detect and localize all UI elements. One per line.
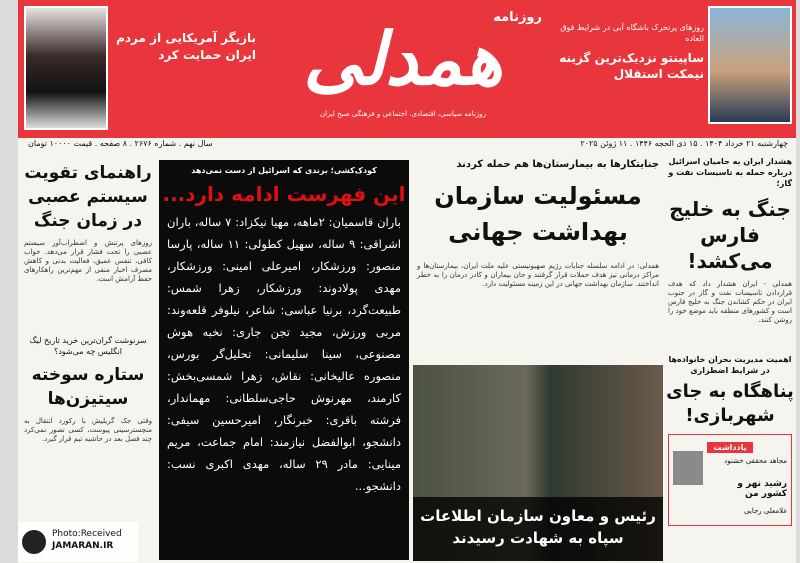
center-kicker: جنایتکارها به بیمارستان‌ها هم حمله کردند xyxy=(456,159,659,170)
right-headline-2[interactable]: پناهگاه به جای شهربازی! xyxy=(666,381,794,426)
right-headline: ساپینتو نزدیک‌ترین گزینه نیمکت استقلال xyxy=(559,51,704,81)
issue-info: سال نهم . شماره ۲۶۷۶ . ۸ صفحه . قیمت ۱۰۰۰۰ تومان xyxy=(28,139,213,148)
right-kicker: روزهای پرتحرک باشگاه آبی در شرایط فوق العاده xyxy=(560,23,704,43)
left-headline: بازیگر آمریکایی از مردم ایران حمایت کرد xyxy=(116,31,256,62)
right-kicker-2: اهمیت مدیریت بحران خانواده‌ها در شرایط اضطراری xyxy=(668,355,792,375)
logo-prefix: روزنامه xyxy=(493,10,542,25)
opinion-author-name: مجاهد محققی خشنود xyxy=(724,457,787,465)
photo-caption: رئیس و معاون سازمان اطلاعات سپاه به شهادت رسیدند xyxy=(413,497,663,561)
masthead-right-story[interactable] xyxy=(550,0,796,138)
newspaper-logo[interactable] xyxy=(258,4,548,124)
camera-icon xyxy=(22,530,46,554)
center-headline[interactable]: مسئولیت سازمان بهداشت جهانی xyxy=(434,182,642,246)
newspaper-front-page xyxy=(18,0,796,563)
right-kicker-1: هشدار ایران به حامیان اسرائیل درباره حمله به تاسیسات نفت و گاز؛ xyxy=(668,157,792,188)
left-kicker-2: سرنوشت گران‌ترین خرید تاریخ لیگ انگلیس چه می‌شود؟ xyxy=(29,336,147,356)
coach-photo xyxy=(708,6,792,124)
opinion-title: رشید نهر و کشور من xyxy=(737,479,787,499)
masthead-left-story[interactable] xyxy=(18,0,258,138)
left-column xyxy=(18,153,158,563)
issue-date: چهارشنبه ۲۱ خرداد ۱۴۰۴ . ۱۵ ذی الحجه ۱۴۴۶ . ۱۱ ژوئن ۲۰۲۵ xyxy=(580,139,788,148)
logo-word: همدلی xyxy=(303,16,503,101)
opinion-box[interactable] xyxy=(668,434,792,526)
black-headline[interactable]: این فهرست ادامه دارد... xyxy=(162,182,406,206)
right-headline-1[interactable]: جنگ به خلیج فارس می‌کشد! xyxy=(669,197,791,273)
victims-list: باران قاسمیان: ۲ماهه، مهیا نیکزاد: ۷ ساله، باران اشراقی: ۹ ساله، سهیل کطولی: ۱۱ ساله، پارسا منصور: ورزشکار، امیرعلی امینی: ورزشکار، مهدی پولادوند: ورزشکار، زهرا شمس: طبیعت‌گرد، برنیا عباسی: شاعر، نیلوفر قلعه‌وند: مربی ورزش، مجید تجن جاری: نخبه هوش مصنوعی، سینا سلیمانی: تحلیل‌گر بورس، منصوره عالیخانی: نقاش، زهرا شمسی‌بخش: کارمند، مهرنوش حاجی‌سلطانی: مهماندار، فرشته باقری: خبرنگار، امیرحسین سیفی: دانشجو، ابوالفضل نیازمند: امام جماعت، مریم مینایی: مادر ۲۹ ساله، مهدی اکبری نسب: دانشجو... xyxy=(167,215,402,493)
left-headline-2[interactable]: ستاره سوخته سیتیزن‌ها xyxy=(31,365,145,409)
watermark-line-2: JAMARAN.IR xyxy=(52,541,114,551)
date-bar xyxy=(18,138,796,152)
left-body-2: وقتی جک گریلیش با رکورد انتقال به منچسترسیتی پیوست، کسی تصور نمی‌کرد چند فصل بعد در حاشیه تیم قرار گیرد. xyxy=(24,417,152,443)
masthead xyxy=(18,0,796,150)
left-headline-1[interactable]: راهنمای تقویت سیستم عصبی در زمان جنگ xyxy=(24,163,152,231)
opinion-box-title: یادداشت xyxy=(707,442,752,453)
commanders-photo[interactable] xyxy=(413,365,663,561)
black-kicker: کودک‌کشی؛ برندی که اسرائیل از دست نمی‌دهد xyxy=(191,166,377,175)
right-column xyxy=(664,153,796,563)
opinion-author-2: غلامعلی رجایی xyxy=(744,507,787,515)
left-body-1: روزهای پرتنش و اضطراب‌آور سیستم عصبی را تحت فشار قرار می‌دهد. خواب کافی، تنفس عمیق، فعالیت بدنی و کاهش مصرف اخبار منفی از مهم‌ترین راهکارهای حفظ آرامش است. xyxy=(24,239,152,283)
black-feature-column xyxy=(159,160,409,560)
center-column xyxy=(413,153,663,563)
watermark-line-1: Photo:Received xyxy=(52,529,122,539)
logo-tagline: روزنامه سیاسی، اقتصادی، اجتماعی و فرهنگی صبح ایران xyxy=(320,110,486,118)
actress-photo xyxy=(24,6,108,130)
author-photo xyxy=(673,451,703,485)
center-body: همدلی: در ادامه سلسله جنایات رژیم صهیونیستی علیه ملت ایران، بیمارستان‌ها و مراکز درمانی نیز هدف حملات قرار گرفتند و جان بیماران و کادر درمان را به خطر انداختند. سازمان بهداشت جهانی در این زمینه مسئولیت دارد. xyxy=(417,262,659,288)
right-body-1: همدلی - ایران هشدار داد که هدف قراردادن تاسیسات نفت و گاز در جنوب ایران در حکم کشاندن جنگ به خلیج فارس است و کشورهای منطقه باید موضع خود را روشن کنند. xyxy=(668,280,792,324)
jamaran-watermark xyxy=(18,522,138,562)
